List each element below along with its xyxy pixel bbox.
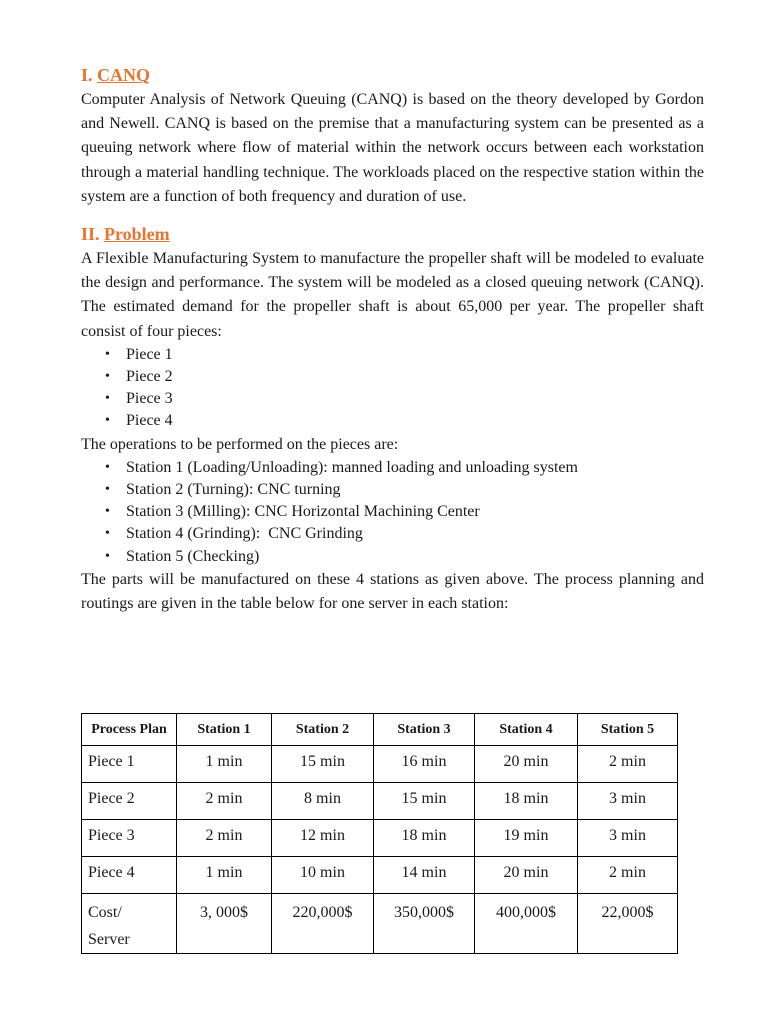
section-number: II. bbox=[81, 224, 100, 245]
table-cell: 8 min bbox=[272, 783, 374, 820]
operations-intro: The operations to be performed on the pieces are: bbox=[81, 435, 399, 453]
list-item: • Station 5 (Checking) bbox=[81, 546, 704, 568]
table-cell: 400,000$ bbox=[475, 894, 578, 954]
section-title: Problem bbox=[104, 224, 170, 245]
column-header: Process Plan bbox=[82, 714, 177, 746]
process-plan-table bbox=[81, 713, 678, 954]
table-cell: 12 min bbox=[272, 820, 374, 857]
section-number: I. bbox=[81, 65, 93, 85]
table-header-row bbox=[82, 714, 678, 746]
table-cell: 18 min bbox=[475, 783, 578, 820]
table-row bbox=[82, 783, 678, 820]
problem-paragraph: A Flexible Manufacturing System to manufacture the propeller shaft will be modeled to evaluate the design and performance. The system will be modeled as a closed queuing network (CANQ). The estimated demand for the propeller shaft is about 65,000 per year. The propeller shaft consist of four pieces: bbox=[81, 250, 704, 340]
table-cell: 18 min bbox=[374, 820, 475, 857]
table-cell: 20 min bbox=[475, 857, 578, 894]
column-header: Station 3 bbox=[374, 714, 475, 746]
table-cell: 3, 000$ bbox=[177, 894, 272, 954]
document-page bbox=[81, 60, 704, 616]
column-header: Station 1 bbox=[177, 714, 272, 746]
table-cell: 2 min bbox=[177, 783, 272, 820]
table-cell: Piece 2 bbox=[82, 783, 177, 820]
bullet-icon: • bbox=[105, 459, 110, 475]
bullet-icon: • bbox=[105, 526, 110, 542]
list-item: • Station 4 (Grinding): CNC Grinding bbox=[81, 523, 704, 545]
section-heading-canq bbox=[81, 62, 704, 88]
table-cell: 1 min bbox=[177, 857, 272, 894]
pieces-list bbox=[81, 344, 704, 433]
table-cell: 20 min bbox=[475, 746, 578, 783]
list-item: • Piece 1 bbox=[81, 344, 704, 366]
list-item: • Piece 2 bbox=[81, 366, 704, 388]
table-cell: 22,000$ bbox=[578, 894, 678, 954]
table-cell: 3 min bbox=[578, 783, 678, 820]
column-header: Station 5 bbox=[578, 714, 678, 746]
table-row bbox=[82, 857, 678, 894]
bullet-icon: • bbox=[105, 346, 110, 362]
closing-paragraph: The parts will be manufactured on these 4 stations as given above. The process planning and routings are given in the table below for one server in each station: bbox=[81, 570, 704, 613]
column-header: Station 2 bbox=[272, 714, 374, 746]
section-heading-problem bbox=[81, 221, 704, 247]
table-cell: 16 min bbox=[374, 746, 475, 783]
table-cell: 19 min bbox=[475, 820, 578, 857]
operations-list bbox=[81, 457, 704, 568]
table-cell: 2 min bbox=[578, 857, 678, 894]
table-cell: 14 min bbox=[374, 857, 475, 894]
list-item: • Station 2 (Turning): CNC turning bbox=[81, 479, 704, 501]
cost-label: Cost/ bbox=[88, 904, 122, 921]
table-cell: Piece 4 bbox=[82, 857, 177, 894]
list-item: • Piece 4 bbox=[81, 410, 704, 432]
table-cell: 1 min bbox=[177, 746, 272, 783]
bullet-icon: • bbox=[105, 369, 110, 385]
table-cell: 15 min bbox=[272, 746, 374, 783]
bullet-icon: • bbox=[105, 548, 110, 564]
bullet-icon: • bbox=[105, 482, 110, 498]
table-row bbox=[82, 820, 678, 857]
table-row-cost bbox=[82, 894, 678, 954]
table-cell: 10 min bbox=[272, 857, 374, 894]
bullet-icon: • bbox=[105, 391, 110, 407]
canq-paragraph: Computer Analysis of Network Queuing (CANQ) is based on the theory developed by Gordon and Newell. CANQ is based on the premise that a manufacturing system can be presented as a queuing network where flow of material within the network occurs between each workstation through a material handling technique. The workloads placed on the respective station within the system are a function of both frequency and duration of use. bbox=[81, 91, 704, 205]
table-cell: 2 min bbox=[177, 820, 272, 857]
table-cell: 350,000$ bbox=[374, 894, 475, 954]
list-item: • Station 1 (Loading/Unloading): manned loading and unloading system bbox=[81, 457, 704, 479]
list-item: • Station 3 (Milling): CNC Horizontal Machining Center bbox=[81, 501, 704, 523]
bullet-icon: • bbox=[105, 413, 110, 429]
table-row bbox=[82, 746, 678, 783]
section-title: CANQ bbox=[97, 65, 151, 85]
table-cell bbox=[82, 894, 177, 954]
bullet-icon: • bbox=[105, 504, 110, 520]
table-cell: 2 min bbox=[578, 746, 678, 783]
table-cell: 220,000$ bbox=[272, 894, 374, 954]
table-cell: 15 min bbox=[374, 783, 475, 820]
server-label: Server bbox=[88, 931, 130, 948]
table-cell: Piece 3 bbox=[82, 820, 177, 857]
table-cell: Piece 1 bbox=[82, 746, 177, 783]
column-header: Station 4 bbox=[475, 714, 578, 746]
table-cell: 3 min bbox=[578, 820, 678, 857]
list-item: • Piece 3 bbox=[81, 388, 704, 410]
